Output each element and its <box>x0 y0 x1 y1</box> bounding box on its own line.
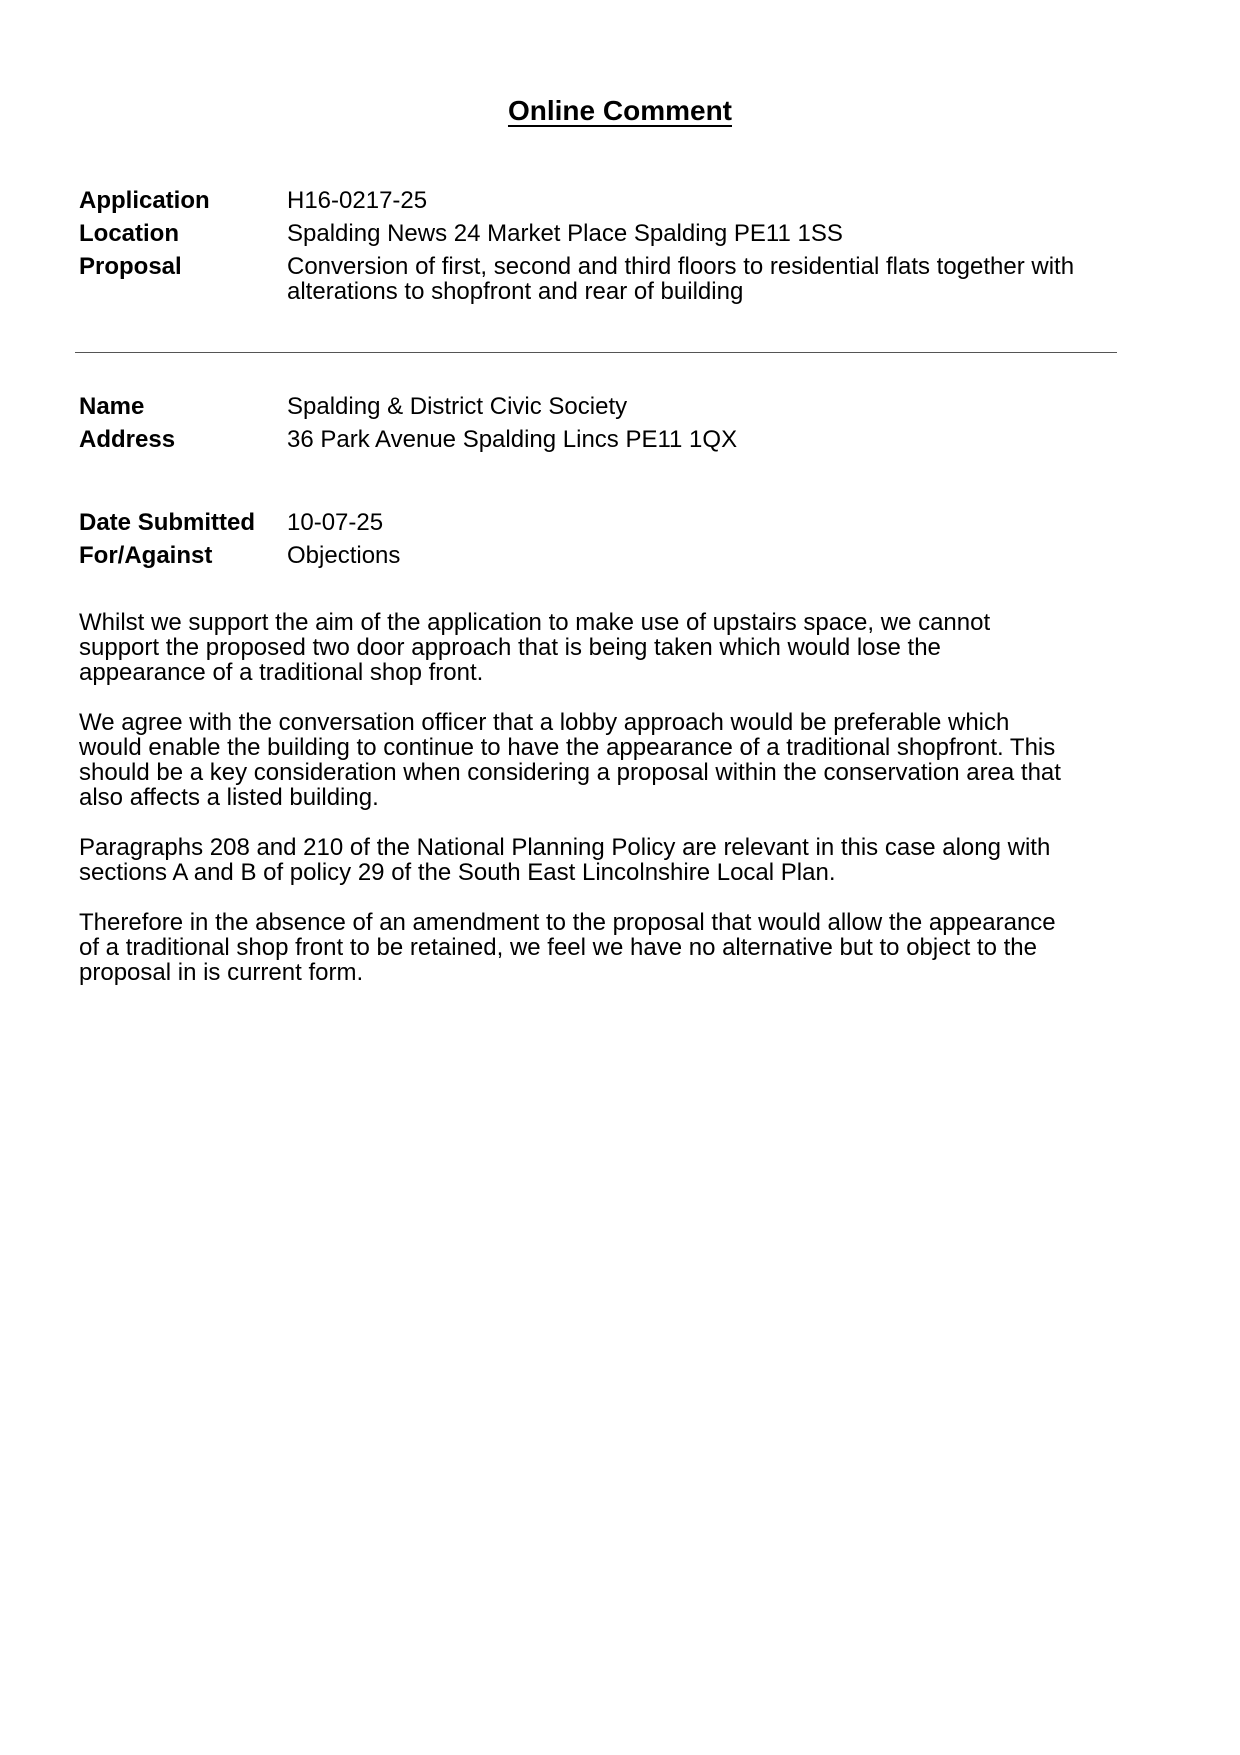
proposal-value-line: alterations to shopfront and rear of building <box>287 278 744 305</box>
name-value: Spalding & District Civic Society <box>287 393 628 420</box>
address-value: 36 Park Avenue Spalding Lincs PE11 1QX <box>287 426 738 453</box>
location-label: Location <box>79 220 179 247</box>
date-submitted-label: Date Submitted <box>79 509 256 536</box>
date-submitted-value: 10-07-25 <box>287 509 384 536</box>
comment-paragraph <box>79 610 1119 685</box>
comment-line: should be a key consideration when considering a proposal within the conservation area that <box>79 759 1061 786</box>
proposal-label: Proposal <box>79 253 182 280</box>
address-label: Address <box>79 426 176 453</box>
location-value: Spalding News 24 Market Place Spalding PE11 1SS <box>287 220 843 247</box>
proposal-value-line: Conversion of first, second and third floors to residential flats together with <box>287 253 1075 280</box>
application-value: H16-0217-25 <box>287 187 428 214</box>
page-title-text: Online Comment <box>507 95 732 126</box>
comment-line: of a traditional shop front to be retained, we feel we have no alternative but to object to the <box>79 934 1037 961</box>
name-label: Name <box>79 393 145 420</box>
application-label: Application <box>79 187 210 214</box>
comment-line: Paragraphs 208 and 210 of the National Planning Policy are relevant in this case along with <box>79 834 1051 861</box>
comment-line: also affects a listed building. <box>79 784 379 811</box>
comment-line: would enable the building to continue to have the appearance of a traditional shopfront. This <box>79 734 1056 761</box>
section-divider <box>75 352 1117 353</box>
comment-paragraph <box>79 910 1119 985</box>
comment-line: support the proposed two door approach that is being taken which would lose the <box>79 634 941 661</box>
proposal-value <box>287 254 1117 304</box>
for-against-label: For/Against <box>79 542 213 569</box>
comment-line: proposal in is current form. <box>79 959 364 986</box>
page-title <box>0 94 1240 128</box>
comment-line: appearance of a traditional shop front. <box>79 659 484 686</box>
comment-line: sections A and B of policy 29 of the South East Lincolnshire Local Plan. <box>79 859 836 886</box>
comment-paragraph <box>79 835 1119 885</box>
comment-line: Therefore in the absence of an amendment to the proposal that would allow the appearance <box>79 909 1056 936</box>
comment-paragraph <box>79 710 1119 810</box>
comment-line: Whilst we support the aim of the application to make use of upstairs space, we cannot <box>79 609 991 636</box>
comment-line: We agree with the conversation officer that a lobby approach would be preferable which <box>79 709 1010 736</box>
for-against-value: Objections <box>287 542 401 569</box>
